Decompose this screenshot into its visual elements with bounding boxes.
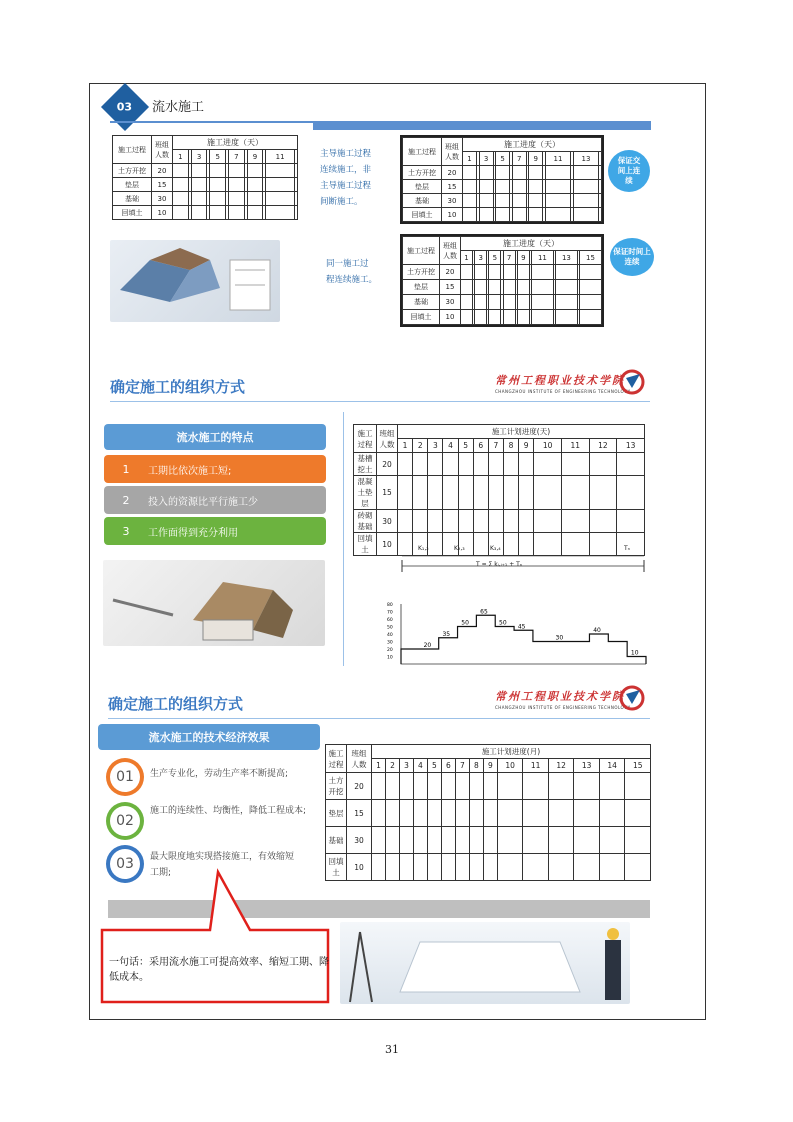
column-header: 12 bbox=[589, 439, 617, 453]
column-header: 1 bbox=[372, 759, 386, 773]
team-count: 20 bbox=[440, 265, 461, 280]
effect-text-3: 最大限度地实现搭接施工，有效缩短工期; bbox=[150, 852, 295, 878]
table-row bbox=[403, 180, 602, 194]
process-name: 垫层 bbox=[403, 280, 440, 295]
team-count: 15 bbox=[440, 280, 461, 295]
column-header: 11 bbox=[561, 439, 589, 453]
column-header: 11 bbox=[523, 759, 549, 773]
team-count: 30 bbox=[377, 510, 398, 533]
table-row bbox=[326, 854, 651, 881]
summary-callout bbox=[100, 862, 340, 1007]
effect-text-2: 施工的连续性、均衡性，降低工程成本; bbox=[150, 806, 307, 816]
team-count: 30 bbox=[347, 827, 372, 854]
process-name: 土方开挖 bbox=[403, 265, 440, 280]
column-header: 1 bbox=[461, 251, 473, 265]
summary-text: 一句话：采用流水施工可提高效率、缩短工期、降低成本。 bbox=[109, 957, 329, 983]
features-title: 流水施工的特点 bbox=[104, 424, 326, 450]
column-header: 5 bbox=[427, 759, 441, 773]
column-header: 8 bbox=[503, 439, 518, 453]
column-header: 2 bbox=[385, 759, 399, 773]
column-header bbox=[294, 150, 297, 164]
y-tick-label: 10 bbox=[387, 655, 393, 661]
column-header: 5 bbox=[496, 152, 510, 166]
team-count: 10 bbox=[442, 208, 463, 222]
formula-tn: Tₙ bbox=[624, 545, 631, 552]
column-header: 3 bbox=[479, 152, 493, 166]
process-name: 混凝土垫层 bbox=[354, 476, 377, 510]
table-row bbox=[403, 280, 602, 295]
section-title: 流水施工 bbox=[152, 100, 205, 115]
gantt-table-3: 施工过程 班组 人数 施工进度（天） 1 3 5 7 9 11 13 15 土方开挖 20 垫层 15 基础 30 回填土 10 bbox=[400, 234, 604, 327]
y-tick-label: 30 bbox=[387, 640, 393, 646]
process-name: 土方开挖 bbox=[113, 164, 152, 178]
heading-2: 确定施工的组织方式 bbox=[108, 695, 244, 713]
table-row bbox=[113, 178, 298, 192]
team-count: 15 bbox=[442, 180, 463, 194]
formula-k3: K₃,₄ bbox=[490, 545, 501, 552]
table-row bbox=[326, 800, 651, 827]
process-name: 回填土 bbox=[113, 206, 152, 220]
team-count: 20 bbox=[442, 166, 463, 180]
column-header: 9 bbox=[483, 759, 497, 773]
logo-text: 常州工程职业技术学院 bbox=[495, 374, 625, 387]
column-header: 7 bbox=[512, 152, 526, 166]
y-tick-label: 60 bbox=[387, 618, 393, 623]
note-1: 主导施工过程 连续施工，非 主导施工过程 间断施工。 bbox=[320, 149, 372, 207]
column-header: 10 bbox=[534, 439, 562, 453]
column-header: 8 bbox=[469, 759, 483, 773]
column-header: 5 bbox=[458, 439, 473, 453]
effect-number-1: 01 bbox=[106, 758, 144, 796]
gantt-table-5: 施工 过程 班组 人数 施工计划进度(月) 1 2 3 4 5 6 7 8 9 10 11 12 13 14 15 土方开挖 20 垫层 15 基础 30 回填土 10 bbox=[325, 744, 651, 881]
process-name: 基础 bbox=[326, 827, 347, 854]
gantt-table-2: 施工过程 班组 人数 施工进度（天） 1 3 5 7 9 11 13 土方开挖 20 垫层 15 基础 30 回填土 10 bbox=[400, 135, 604, 224]
header-progress: 施工进度（天） bbox=[173, 136, 298, 150]
process-name: 基础 bbox=[403, 194, 442, 208]
column-header: 13 bbox=[556, 251, 578, 265]
column-header: 9 bbox=[519, 439, 534, 453]
callout-cloud-2: 保证时间上 连续 bbox=[610, 238, 654, 276]
table-row bbox=[403, 265, 602, 280]
formula-k2: K₂,₃ bbox=[454, 545, 465, 552]
callout-cloud-1: 保证交 间上连 续 bbox=[608, 150, 650, 192]
effects-title: 流水施工的技术经济效果 bbox=[98, 724, 320, 750]
column-header: 1 bbox=[398, 439, 413, 453]
effect-number-2: 02 bbox=[106, 802, 144, 840]
process-name: 土方开挖 bbox=[326, 773, 347, 800]
table-row bbox=[403, 166, 602, 180]
column-header: 6 bbox=[473, 439, 488, 453]
logo-icon bbox=[618, 684, 648, 716]
feature-item: 2 投入的资源比平行施工少 bbox=[104, 486, 326, 514]
process-name: 垫层 bbox=[403, 180, 442, 194]
column-header: 14 bbox=[599, 759, 625, 773]
team-count: 10 bbox=[152, 206, 173, 220]
gantt-table-1 bbox=[112, 135, 298, 220]
column-header: 5 bbox=[210, 150, 226, 164]
divider bbox=[343, 412, 344, 666]
table-row bbox=[326, 827, 651, 854]
column-header: 5 bbox=[489, 251, 501, 265]
table-row bbox=[113, 164, 298, 178]
table-row bbox=[403, 310, 602, 325]
column-header bbox=[599, 152, 602, 166]
column-header: 13 bbox=[573, 152, 598, 166]
column-header: 6 bbox=[441, 759, 455, 773]
table-row bbox=[354, 476, 645, 510]
formula-diagram bbox=[400, 546, 646, 578]
column-header: 15 bbox=[625, 759, 651, 773]
logo-icon bbox=[618, 368, 648, 400]
data-label: 50 bbox=[499, 619, 507, 627]
section-badge: 03 bbox=[101, 83, 149, 131]
table-row bbox=[113, 206, 298, 220]
table-row bbox=[403, 295, 602, 310]
engineer-illustration bbox=[340, 922, 630, 1004]
team-count: 20 bbox=[347, 773, 372, 800]
process-name: 回填土 bbox=[403, 310, 440, 325]
data-label: 50 bbox=[461, 619, 469, 627]
process-name: 回填土 bbox=[354, 533, 377, 556]
table-row bbox=[403, 194, 602, 208]
team-count: 30 bbox=[440, 295, 461, 310]
table-row bbox=[354, 453, 645, 476]
process-name: 回填土 bbox=[326, 854, 347, 881]
gantt-table-4: 施工 过程 班组 人数 施工计划进度(天) 1 2 3 4 5 6 7 8 9 10 11 12 13 基槽挖土 20 混凝土垫层 15 砖砌基础 30 回填土 10 bbox=[353, 424, 645, 556]
process-name: 垫层 bbox=[326, 800, 347, 827]
house-illustration bbox=[110, 240, 280, 322]
column-header: 13 bbox=[617, 439, 645, 453]
column-header: 9 bbox=[247, 150, 263, 164]
column-header: 7 bbox=[503, 251, 515, 265]
y-tick-label: 20 bbox=[387, 648, 393, 653]
formula-k1: K₁,₂ bbox=[418, 545, 429, 552]
features-list bbox=[104, 455, 326, 545]
data-label: 65 bbox=[480, 608, 488, 616]
blue-bar bbox=[313, 121, 651, 130]
table-row bbox=[354, 510, 645, 533]
column-header: 1 bbox=[463, 152, 477, 166]
column-header: 7 bbox=[488, 439, 503, 453]
data-label: 10 bbox=[630, 649, 639, 657]
column-header: 9 bbox=[529, 152, 543, 166]
process-name: 基础 bbox=[403, 295, 440, 310]
team-count: 10 bbox=[440, 310, 461, 325]
y-tick-label: 40 bbox=[387, 633, 393, 638]
team-count: 20 bbox=[377, 453, 398, 476]
divider bbox=[108, 718, 650, 719]
process-name: 基槽挖土 bbox=[354, 453, 377, 476]
team-count: 10 bbox=[377, 533, 398, 556]
logo-subtext: CHANGZHOU INSTITUTE OF ENGINEERING TECHNOLOGY bbox=[495, 705, 631, 710]
column-header: 3 bbox=[191, 150, 207, 164]
data-label: 45 bbox=[517, 623, 526, 631]
formula-t: T = Σ kᵢ,ᵢ₊₁ + Tₙ bbox=[476, 561, 523, 568]
team-count: 15 bbox=[152, 178, 173, 192]
column-header: 3 bbox=[428, 439, 443, 453]
column-header: 11 bbox=[545, 152, 570, 166]
process-name: 垫层 bbox=[113, 178, 152, 192]
data-label: 35 bbox=[442, 630, 451, 638]
column-header: 11 bbox=[266, 150, 295, 164]
data-label: 30 bbox=[555, 634, 564, 642]
team-count: 30 bbox=[152, 192, 173, 206]
column-header: 3 bbox=[475, 251, 487, 265]
column-header: 13 bbox=[574, 759, 600, 773]
roof-illustration bbox=[103, 560, 325, 646]
column-header: 4 bbox=[413, 759, 427, 773]
column-header: 1 bbox=[173, 150, 189, 164]
column-header: 10 bbox=[497, 759, 523, 773]
column-header: 3 bbox=[399, 759, 413, 773]
chart-axis bbox=[401, 604, 646, 664]
process-name: 砖砌基础 bbox=[354, 510, 377, 533]
header-team: 班组 人数 bbox=[152, 136, 173, 164]
effect-text-1: 生产专业化，劳动生产率不断提高; bbox=[150, 769, 289, 779]
team-count: 15 bbox=[377, 476, 398, 510]
logo-subtext: CHANGZHOU INSTITUTE OF ENGINEERING TECHNOLOGY bbox=[495, 389, 631, 394]
divider bbox=[110, 401, 650, 402]
column-header: 4 bbox=[443, 439, 458, 453]
y-tick-label: 70 bbox=[387, 610, 393, 616]
column-header: 11 bbox=[532, 251, 554, 265]
header-process: 施工过程 bbox=[113, 136, 152, 164]
column-header: 9 bbox=[517, 251, 529, 265]
data-label: 20 bbox=[423, 642, 432, 649]
page-number: 31 bbox=[385, 1043, 399, 1056]
data-label: 40 bbox=[593, 627, 601, 634]
table-row bbox=[403, 208, 602, 222]
team-count: 10 bbox=[347, 854, 372, 881]
process-name: 回填土 bbox=[403, 208, 442, 222]
column-header: 15 bbox=[580, 251, 602, 265]
y-tick-label: 50 bbox=[387, 625, 393, 631]
feature-item: 3 工作面得到充分利用 bbox=[104, 517, 326, 545]
table-row bbox=[326, 773, 651, 800]
feature-item: 1 工期比依次施工短; bbox=[104, 455, 326, 483]
y-tick-label: 80 bbox=[387, 603, 393, 608]
note-2: 同一施工过 程连续施工。 bbox=[326, 259, 378, 285]
resource-chart bbox=[387, 598, 652, 674]
process-name: 基础 bbox=[113, 192, 152, 206]
column-header: 12 bbox=[548, 759, 574, 773]
effect-number-3: 03 bbox=[106, 845, 144, 883]
table-row bbox=[113, 192, 298, 206]
column-header: 2 bbox=[413, 439, 428, 453]
column-header: 7 bbox=[228, 150, 244, 164]
team-count: 20 bbox=[152, 164, 173, 178]
heading-1: 确定施工的组织方式 bbox=[110, 378, 246, 396]
column-header: 7 bbox=[455, 759, 469, 773]
logo-text: 常州工程职业技术学院 bbox=[495, 690, 625, 703]
team-count: 30 bbox=[442, 194, 463, 208]
team-count: 15 bbox=[347, 800, 372, 827]
process-name: 土方开挖 bbox=[403, 166, 442, 180]
